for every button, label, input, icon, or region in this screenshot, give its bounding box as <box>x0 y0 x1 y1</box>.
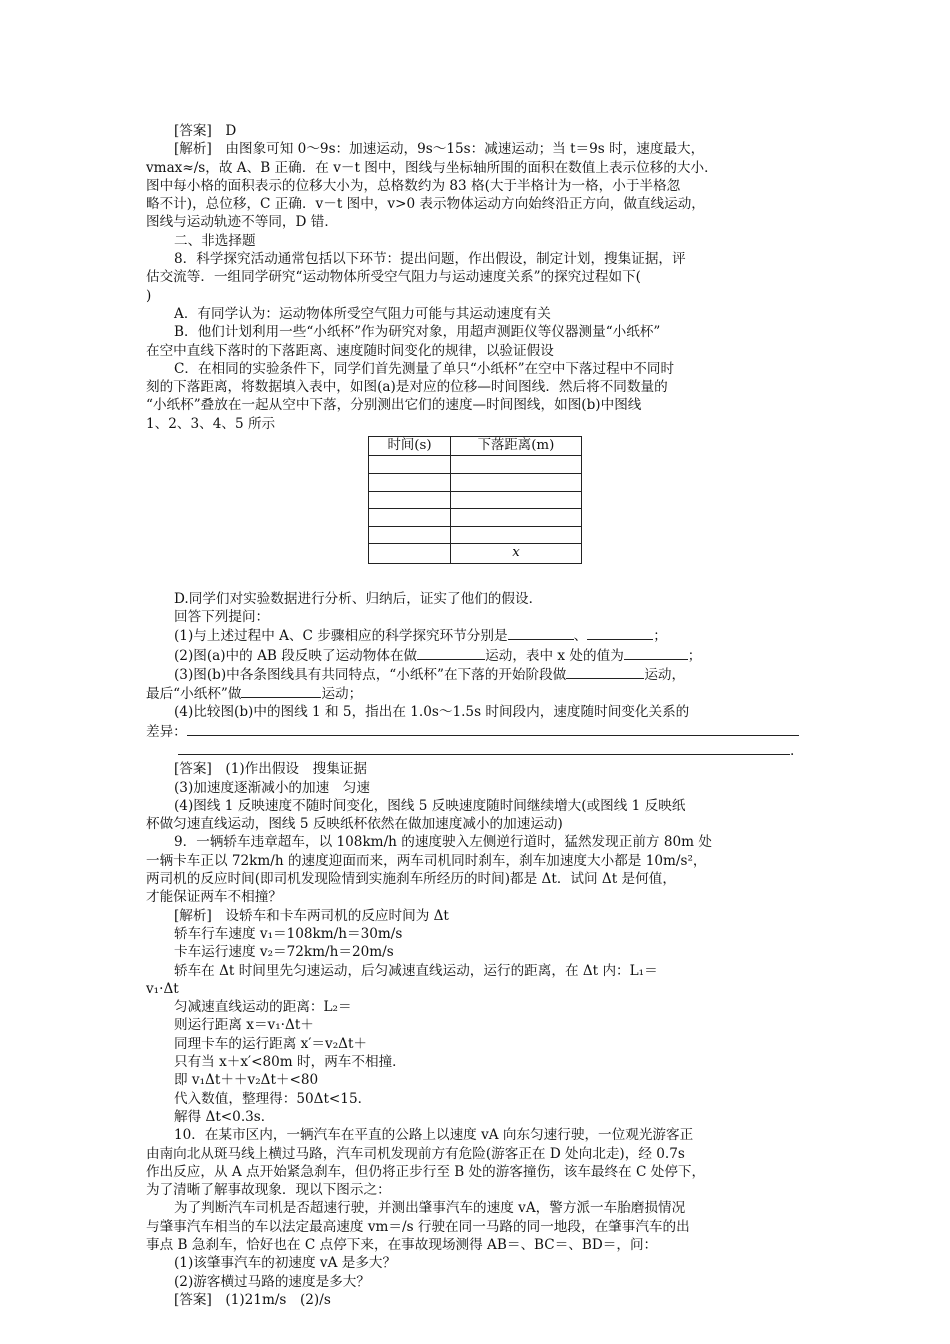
table-cell <box>451 473 582 491</box>
analysis-7-line: 略不计)，总位移，C 正确．v－t 图中，v>0 表示物体运动方向始终沿正方向，做直线运动， <box>146 196 705 213</box>
table-cell <box>369 526 451 544</box>
analysis-9-line: 轿车行车速度 v₁＝108km/h＝30m/s <box>174 925 403 942</box>
question-9-line: 9．一辆轿车违章超车，以 108km/h 的速度驶入左侧逆行道时，猛然发现正前方 80m 处 <box>174 834 712 851</box>
table-cell <box>451 509 582 527</box>
answer-8: (3)加速度逐渐减小的加速 匀速 <box>174 779 370 796</box>
sub-question-text: (2)图(a)中的 AB 段反映了运动物体在做 <box>174 647 418 664</box>
step-c: 刻的下落距离，将数据填入表中，如图(a)是对应的位移—时间图线．然后将不同数量的 <box>146 379 668 396</box>
answer-blank <box>587 626 653 640</box>
analysis-7-line: [解析] 由图象可知 0～9s：加速运动，9s～15s：减速运动；当 t＝9s 时，速度最大， <box>174 141 705 158</box>
step-c: 1、2、3、4、5 所示 <box>146 415 276 432</box>
table-header-distance: 下落距离(m) <box>451 437 582 456</box>
sub-question-text: ； <box>653 628 667 645</box>
table-row <box>369 473 582 491</box>
analysis-9-line: 轿车在 Δt 时间里先匀速运动，后匀减速直线运动，运行的距离，在 Δt 内：L₁＝ <box>174 962 658 979</box>
table-header-row <box>369 437 582 456</box>
question-10-line: 作出反应，从 A 点开始紧急刹车，但仍将正步行至 B 处的游客撞伤，该车最终在 C 处停下， <box>146 1163 706 1180</box>
sub-question-2 <box>146 646 806 665</box>
data-table <box>368 436 582 564</box>
question-10-line: 为了清晰了解事故现象．现以下图示之： <box>146 1182 391 1199</box>
step-b: B．他们计划利用一些“小纸杯”作为研究对象，用超声测距仪等仪器测量“小纸杯” <box>174 324 661 341</box>
sub-question-text: 差异： <box>146 723 187 740</box>
sub-question-text: (1)与上述过程中 A、C 步骤相应的科学探究环节分别是 <box>174 628 508 645</box>
table-cell <box>369 473 451 491</box>
sub-question-text: ； <box>687 647 702 664</box>
question-8-line: 估交流等．一组同学研究“运动物体所受空气阻力与运动速度关系”的探究过程如下( <box>146 269 641 286</box>
answer-blank <box>508 626 574 640</box>
sub-question-3 <box>146 665 806 684</box>
question-10-line: 为了判断汽车司机是否超速行驶，并测出肇事汽车的速度 vA，警方派一车胎磨损情况 <box>174 1200 686 1217</box>
analysis-9-line: 代入数值，整理得：50Δt<15． <box>174 1090 372 1107</box>
analysis-9-line: 卡车运行速度 v₂＝72km/h＝20m/s <box>174 944 394 961</box>
answer-7: [答案] D <box>174 123 237 139</box>
answer-blank <box>417 646 485 660</box>
analysis-9-line: [解析] 设轿车和卡车两司机的反应时间为 Δt <box>174 907 449 924</box>
question-10-line: 事点 B 急刹车，恰好也在 C 点停下来，在事故现场测得 AB＝、BC＝、BD＝，问： <box>146 1237 658 1253</box>
data-table-wrapper <box>368 436 806 564</box>
step-d: D.同学们对实验数据进行分析、归纳后，证实了他们的假设． <box>174 590 543 607</box>
answer-blank <box>624 646 688 660</box>
answer-10: [答案] (1)21m/s (2)/s <box>174 1291 331 1308</box>
answer-8: (4)图线 1 反映速度不随时间变化，图线 5 反映速度随时间继续增大(或图线 1 反映纸 <box>174 797 686 814</box>
question-8-line: 8．科学探究活动通常包括以下环节：提出问题，作出假设，制定计划，搜集证据，评 <box>174 251 686 268</box>
table-cell <box>369 456 451 474</box>
question-10-line: 由南向北从斑马线上横过马路，汽车司机发现前方有危险(游客正在 D 处向北走)，经 0.7s <box>146 1145 685 1162</box>
question-8-line: ) <box>146 287 152 304</box>
sub-question-text: (3)图(b)中各条图线具有共同特点，“小纸杯”在下落的开始阶段做 <box>174 666 567 683</box>
analysis-7-line: 图线与运动轨迹不等同，D 错． <box>146 214 338 231</box>
step-a: A．有同学认为：运动物体所受空气阻力可能与其运动速度有关 <box>174 305 551 322</box>
sub-question-4: (4)比较图(b)中的图线 1 和 5，指出在 1.0s～1.5s 时间段内，速度随时间变化关系的 <box>174 704 690 721</box>
analysis-7-line: 图中每小格的面积表示的位移大小为，总格数约为 83 格(大于半格计为一格，小于半格忽 <box>146 177 681 194</box>
analysis-9-line: 则运行距离 x＝v₁·Δt＋ <box>174 1017 314 1034</box>
sub-question-text: 最后“小纸杯”做 <box>146 686 242 703</box>
answer-8: [答案] (1)作出假设 搜集证据 <box>174 761 367 778</box>
analysis-9-line: 即 v₁Δt＋＋v₂Δt＋<80 <box>174 1072 319 1089</box>
sub-question-text: 运动， <box>644 666 686 683</box>
sub-question-text: 运动，表中 x 处的值为 <box>485 647 624 664</box>
sub-question-text: . <box>790 742 795 759</box>
step-c: C．在相同的实验条件下，同学们首先测量了单只“小纸杯”在空中下落过程中不同时 <box>174 360 675 377</box>
table-row <box>369 526 582 544</box>
analysis-9-line: 只有当 x＋x′<80m 时，两车不相撞． <box>174 1054 406 1071</box>
table-row <box>369 456 582 474</box>
answer-blank-line <box>146 741 806 760</box>
answer-blank <box>566 665 644 679</box>
answer-blank <box>187 722 799 736</box>
question-9-line: 才能保证两车不相撞？ <box>146 889 282 906</box>
sub-question-1 <box>146 626 806 645</box>
question-10-line: 10．在某市区内，一辆汽车在平直的公路上以速度 vA 向东匀速行驶，一位观光游客正 <box>174 1127 694 1144</box>
answer-8: 杯做匀速直线运动，图线 5 反映纸杯依然在做加速度减小的加速运动) <box>146 816 563 833</box>
analysis-9-line: 解得 Δt<0.3s． <box>174 1108 275 1125</box>
question-9-line: 两司机的反应时间(即司机发现险情到实施刹车所经历的时间)都是 Δt．试问 Δt 是何值， <box>146 871 676 888</box>
analysis-9-line: 匀减速直线运动的距离：L₂＝ <box>174 999 352 1016</box>
table-row <box>369 509 582 527</box>
sub-question-4 <box>146 722 806 741</box>
question-9-line: 一辆卡车正以 72km/h 的速度迎面而来，两车司机同时刹车，刹车加速度大小都是 10m/s²， <box>146 852 707 869</box>
step-b: 在空中直线下落时的下落距离、速度随时间变化的规律，以验证假设 <box>146 342 554 359</box>
analysis-7-line: vmax≈/s，故 A、B 正确．在 v－t 图中，图线与坐标轴所围的面积在数值上表示位移的大小． <box>146 159 718 176</box>
section-heading: 二、非选择题 <box>174 232 256 249</box>
step-c: “小纸杯”叠放在一起从空中下落，分别测出它们的速度—时间图线，如图(b)中图线 <box>146 397 642 414</box>
document-page <box>146 122 806 1309</box>
sub-question-3 <box>146 684 806 703</box>
analysis-9-line: v₁·Δt <box>146 980 179 997</box>
table-cell <box>451 456 582 474</box>
answer-blank <box>241 684 321 698</box>
table-header-time: 时间(s) <box>369 437 451 456</box>
table-cell <box>369 509 451 527</box>
question-10-sub: (1)该肇事汽车的初速度 vA 是多大？ <box>174 1255 397 1272</box>
table-row <box>369 491 582 509</box>
table-row <box>369 544 582 563</box>
table-cell <box>451 491 582 509</box>
table-cell <box>369 544 451 563</box>
table-cell: x <box>451 544 582 563</box>
question-10-line: 与肇事汽车相当的车以法定最高速度 vm＝/s 行驶在同一马路的同一地段，在肇事汽车的出 <box>146 1218 690 1235</box>
table-cell <box>451 526 582 544</box>
questions-intro: 回答下列提问： <box>174 608 270 625</box>
sub-question-text: 、 <box>573 628 588 645</box>
analysis-9-line: 同理卡车的运行距离 x′＝v₂Δt＋ <box>174 1035 368 1052</box>
sub-question-text: 运动； <box>321 686 363 703</box>
table-cell <box>369 491 451 509</box>
question-10-sub: (2)游客横过马路的速度是多大？ <box>174 1273 370 1290</box>
answer-blank <box>178 741 790 755</box>
